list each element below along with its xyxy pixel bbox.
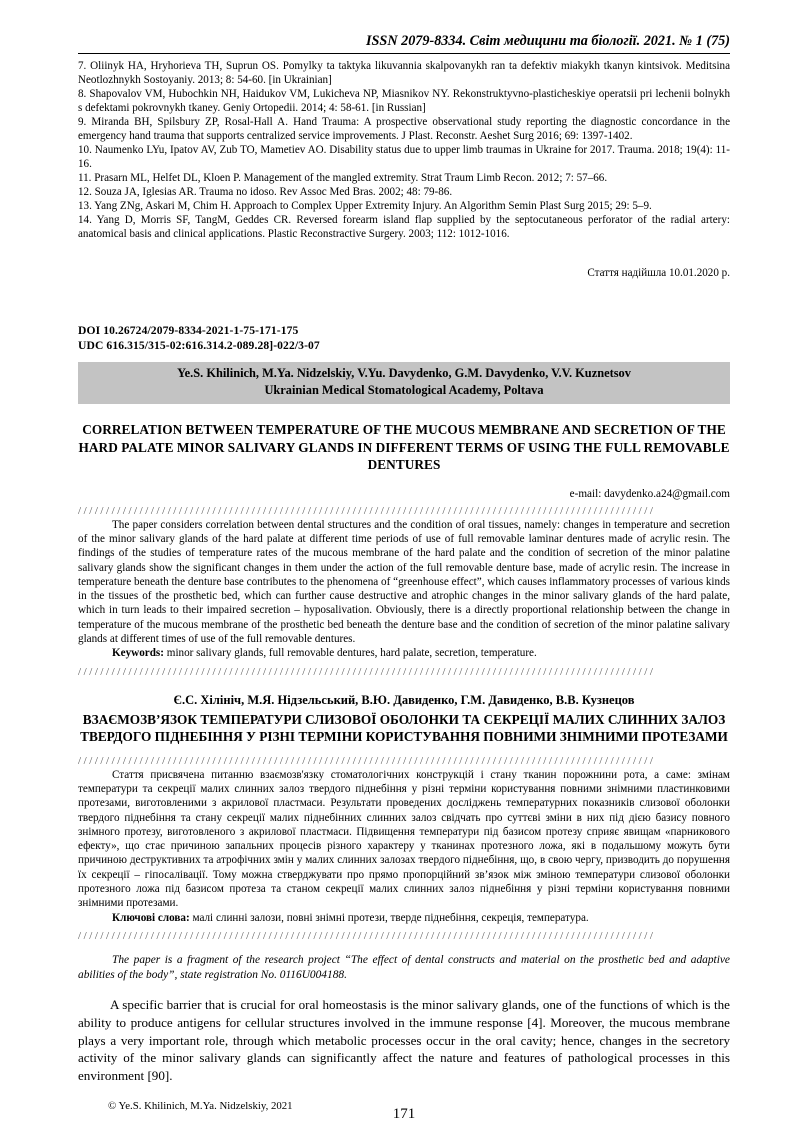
article-title: CORRELATION BETWEEN TEMPERATURE OF THE MUCOUS MEMBRANE AND SECRETION OF THE HARD PALATE MINOR SALIVARY GLANDS IN DIFFERENT TERMS OF USING THE FULL REMOVABLE DENTURES [78, 421, 730, 473]
ukrainian-article-title: ВЗАЄМОЗВ’ЯЗОК ТЕМПЕРАТУРИ СЛИЗОВОЇ ОБОЛОНКИ ТА СЕКРЕЦІЇ МАЛИХ СЛИННИХ ЗАЛОЗ ТВЕРДОГО ПІДНЕБІННЯ У РІЗНІ ТЕРМІНИ КОРИСТУВАННЯ ПОВНИМИ ЗНІМНИМИ ПРОТЕЗАМИ [80, 711, 728, 745]
keywords-english [78, 646, 730, 660]
reference-item: 13. Yang ZNg, Askari M, Chim H. Approach to Complex Upper Extremity Injury. An Algorithm Semin Plast Surg 2015; 29: 5–9. [78, 199, 652, 212]
author-band [78, 362, 730, 404]
keywords-value: minor salivary glands, full removable dentures, hard palate, secretion, temperature. [166, 647, 537, 660]
body-paragraph: A specific barrier that is crucial for oral homeostasis is the minor salivary glands, one of the functions of which is the ability to produce antigens for cellular structures involved in the immune response [4]. Moreover, the mucous membrane plays a very important role, through which metabolic processes occur in the oral cavity; hence, changes in the secretory activity of the minor salivary glands can significantly affect the nature and features of pathological processes in this environment [90]. [78, 997, 730, 1083]
reference-item: 7. Oliinyk HA, Hryhorieva TH, Suprun OS. Pomylky ta taktyka likuvannia skalpovanykh ran ta defektiv miakykh tkanyn kintsivok. Meditsina Neotlozhnykh Sostoyaniy. 2013; 8: 54-60. [in Ukrainian] [78, 59, 730, 86]
running-head: ISSN 2079-8334. Світ медицини та біології. 2021. № 1 (75) [366, 33, 730, 49]
body-text [78, 996, 730, 1084]
received-date: Стаття надійшла 10.01.2020 р. [587, 267, 730, 280]
copyright-line: © Ye.S. Khilinich, M.Ya. Nidzelskiy, 2021 [108, 1100, 293, 1113]
reference-item: 9. Miranda BH, Spilsbury ZP, Rosal-Hall A. Hand Trauma: A prospective observational study reporting the diagnostic concordance in the emergency hand trauma that supports centralized service improvements. J Plast. Reconstr. Aeshet Surg 2016; 69: 1397-1402. [78, 115, 730, 142]
keywords-label: Ключові слова: [112, 911, 190, 924]
page-number: 171 [392, 1106, 416, 1123]
keywords-ukrainian [78, 911, 730, 925]
udc-line: UDC 616.315/315-02:616.314.2-089.28]-022/3-07 [78, 339, 320, 353]
author-list: Ye.S. Khilinich, M.Ya. Nidzelskiy, V.Yu. Davydenko, G.M. Davydenko, V.V. Kuznetsov [177, 365, 631, 380]
abstract-text: Стаття присвячена питанню взаємозв'язку стоматологічних конструкцій і стану тканин порожнини рота, а саме: змінам температури та секреції малих слинних залоз твердого піднебіння у різні терміни користування повними знімними пластинковими протезами, виготовленими з акрилової пластмаси. Результати проведених досліджень температурних показників слизової оболонки твердого піднебіння та стану секреції малих піднебінних слинних залоз свідчать про суттєві зміни в них під дією базису повного знімного протезу, виготовленого з акрилової пластмаси. Підвищення температури під базисом протезу сприяє явищам «парникового ефекту», що стає причиною запальних процесів різного характеру у тканинах протезного ложа, які в подальшому можуть бути причиною деструктивних та атрофічних змін у малих слинних залозах твердого піднебіння, що, в свою чергу, призводить до порушення їх секреції – гіпосалівації. Тому можна стверджувати про прямо пропорційний зв’язок між зміною температури слизової оболонки протезного ложа під базисом протеза та станом секреції малих слинних залоз піднебіння у різні терміни користування повними знімними протезами. [78, 768, 730, 910]
keywords-value: малі слинні залози, повні знімні протези, тверде піднебіння, секреція, температура. [192, 911, 589, 924]
reference-item: 8. Shapovalov VM, Hubochkin NH, Haidukov VM, Lukicheva NP, Miasnikov NY. Rekonstruktyvno-plasticheskiye operatsii pri lechenii bolnykh s defektami pokrovnykh tkaney. Geniy Ortopedii. 2014; 4: 58-61. [in Russian] [78, 87, 730, 114]
abstract-english [78, 518, 730, 661]
reference-item: 14. Yang D, Morris SF, TangM, Geddes CR. Reversed forearm island flap supplied by the septocutaneous perforator of the radial artery: anatomical basis and clinical applications. Plastic Reconstractive Surgery. 2003; 112: 1012-1016. [78, 213, 730, 240]
identifier-block [78, 323, 730, 354]
affiliation: Ukrainian Medical Stomatological Academy, Poltava [264, 383, 544, 398]
project-note-text: The paper is a fragment of the research project “The effect of dental constructs and material on the prosthetic bed and adaptive abilities of the body”, state registration No. 0116U004188. [78, 953, 730, 981]
page-content [78, 34, 730, 1136]
ukrainian-author-list: Є.С. Хілініч, М.Я. Нідзельський, В.Ю. Давиденко, Г.М. Давиденко, В.В. Кузнецов [173, 692, 635, 707]
keywords-label: Keywords: [112, 647, 164, 660]
slash-separator: /////////////////////////////////////////////////////////////////////////////////////////////////////// [78, 505, 656, 517]
doi-line: DOI 10.26724/2079-8334-2021-1-75-171-175 [78, 324, 299, 338]
abstract-text: The paper considers correlation between dental structures and the condition of oral tissues, namely: changes in temperature and secretion of the minor salivary glands of the hard palate at different time periods of use of full removable laminar dentures made of acrylic resin. The findings of the studies of temperature rates of the mucous membrane of the hard palate and the condition of secretion of the minor palatine salivary glands show the significant changes in them under the action of the full removable denture base, made of acrylic resin. The increase in temperature beneath the denture base contributes to the phenomena of “greenhouse effect”, which causes inflammatory processes of various kinds in the tissues of the prosthetic bed, which can further cause destructive and atrophic changes in the minor salivary glands of the hard palate, which in turn leads to their impaired secretion – hyposalivation. Obviously, there is a directly proportional relationship between the change in temperature of the mucous membrane of the prosthetic bed beneath the denture base and the condition of secretion of the minor palatine salivary glands at different times of use of the full removable dentures. [78, 518, 730, 645]
page-footer [78, 1100, 730, 1136]
slash-separator: /////////////////////////////////////////////////////////////////////////////////////////////////////// [78, 666, 656, 678]
reference-item: 10. Naumenko LYu, Ipatov AV, Zub TO, Mametiev AO. Disability status due to upper limb traumas in Ukraine for 2017. Trauma. 2018; 19(4): 11-16. [78, 143, 730, 170]
research-project-note [78, 953, 730, 983]
reference-list [78, 59, 730, 241]
reference-item: 11. Prasarn ML, Helfet DL, Kloen P. Management of the mangled extremity. Strat Traum Limb Recon. 2012; 7: 57–66. [78, 171, 608, 184]
slash-separator: /////////////////////////////////////////////////////////////////////////////////////////////////////// [78, 930, 656, 942]
running-head-rule [78, 53, 730, 54]
contact-email: e-mail: davydenko.a24@gmail.com [569, 487, 730, 500]
slash-separator: /////////////////////////////////////////////////////////////////////////////////////////////////////// [78, 755, 656, 767]
abstract-ukrainian [78, 768, 730, 925]
reference-item: 12. Souza JA, Iglesias AR. Trauma no idoso. Rev Assoc Med Bras. 2002; 48: 79-86. [78, 185, 453, 198]
